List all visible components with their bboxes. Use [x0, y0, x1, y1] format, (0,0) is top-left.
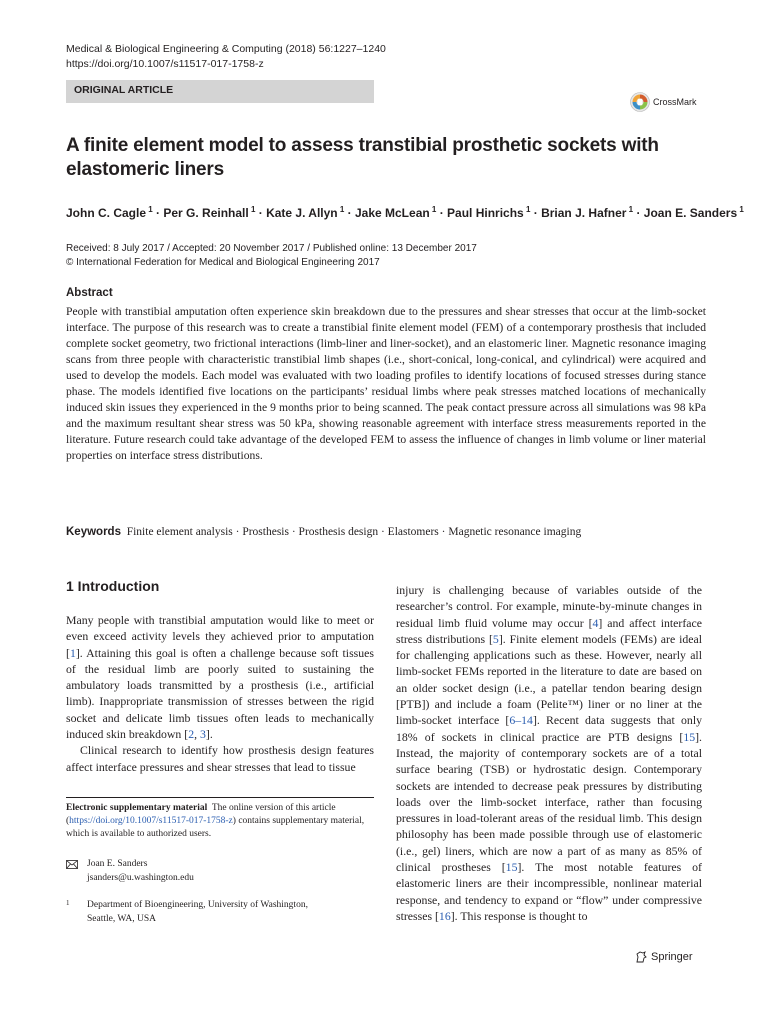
author-affiliation-mark: 1	[337, 205, 345, 214]
section-heading-introduction: 1 Introduction	[66, 578, 160, 594]
author-separator: ·	[255, 206, 267, 220]
author-affiliation-mark: 1	[429, 205, 437, 214]
author-separator: ·	[633, 206, 644, 220]
citation-link[interactable]: 6–14	[509, 713, 533, 728]
affiliation-text	[87, 898, 387, 926]
intro-paragraph-1: Many people with transtibial amputation would like to meet or even exceed activity levels they achieved prior to amputation [1]. Attaining this goal is often a challenge because soft tissues of the residual limb are poorly suited to sustaining the ambulatory loads transmitted by a prosthesis (i.e., artificial limb). Inappropriate transmission of stresses between the rigid socket and delicate limb tissues often leads to mechanically induced skin breakdown [2, 3].	[66, 613, 374, 742]
supplementary-link[interactable]: https://doi.org/10.1007/s11517-017-1758-z	[69, 816, 233, 826]
publisher-name: Springer	[651, 951, 693, 963]
journal-citation: Medical & Biological Engineering & Computing (2018) 56:1227–1240	[66, 43, 386, 55]
crossmark-icon	[630, 92, 650, 112]
article-type-badge: ORIGINAL ARTICLE	[66, 80, 374, 103]
author-name[interactable]: Paul Hinrichs $^1$	[447, 205, 531, 220]
author-name[interactable]: Joan E. Sanders $^1$	[643, 205, 744, 220]
copyright-text: International Federation for Medical and Biological Engineering 2017	[76, 257, 380, 268]
supplementary-text-a: The online version of this article (	[66, 803, 336, 826]
footnote-divider	[66, 797, 374, 798]
citation-link[interactable]: 1	[69, 645, 76, 660]
keywords	[66, 526, 581, 538]
citation-link[interactable]: 15	[683, 729, 696, 744]
publisher-logo	[634, 950, 693, 964]
intro-right-column	[396, 582, 702, 924]
envelope-icon	[66, 860, 78, 869]
article-title: A finite element model to assess transtibial prosthetic sockets with elastomeric liners	[66, 135, 659, 180]
supplementary-label: Electronic supplementary material	[66, 803, 208, 813]
intro-left-column	[66, 612, 374, 775]
author-affiliation-mark: 1	[523, 205, 531, 214]
abstract-text: People with transtibial amputation often experience skin breakdown due to the pressures and shear stresses that occur at the limb-socket interface. The purpose of this research was to create a transtibial finite element model (FEM) of a contemporary prosthesis that included complete socket geometry, two frictional interactions (limb-liner and liner-socket), and an elastomeric liner. Magnetic resonance imaging scans from three people with characteristic transtibial limb shapes (i.e., short-conical, long-conical, and cylindrical) were acquired and used to develop the models. Each model was evaluated with two loading profiles to identify locations of focused stresses during stance phase. The models identified five locations on the participants’ residual limbs where peak stresses matched locations of mechanically induced skin issues they experienced in the 9 months prior to being scanned. The peak contact pressure across all simulations was 98 kPa and the maximum resultant shear stress was 50 kPa, showing reasonable agreement with interface stress measurements reported in the literature. Future research could take advantage of the developed FEM to assess the influence of changes in limb volume or liner material properties on interface stress distributions.	[66, 305, 706, 462]
affiliation-line-2: Seattle, WA, USA	[87, 914, 156, 924]
copyright-icon: ©	[66, 257, 77, 268]
citation-link[interactable]: 5	[492, 631, 499, 646]
author-affiliation-mark: 1	[248, 205, 256, 214]
citation-link[interactable]: 15	[505, 860, 518, 875]
affiliation-number: 1	[66, 899, 70, 907]
crossmark-badge[interactable]	[630, 92, 697, 112]
dates-line: Received: 8 July 2017 / Accepted: 20 November 2017 / Published online: 13 December 2017	[66, 243, 477, 254]
intro-paragraph-2: Clinical research to identify how prosthesis design features affect interface pressures and shear stresses that lead to tissue	[66, 743, 374, 774]
author-name[interactable]: Jake McLean $^1$	[354, 205, 437, 220]
keywords-label: Keywords	[66, 526, 121, 538]
author-separator: ·	[344, 206, 355, 220]
doi-link[interactable]: https://doi.org/10.1007/s11517-017-1758-z	[66, 58, 264, 70]
publication-dates	[66, 242, 477, 270]
crossmark-label: CrossMark	[653, 97, 697, 107]
author-list	[66, 202, 744, 221]
keywords-text: Finite element analysis · Prosthesis · Prosthesis design · Elastomers · Magnetic resonance imaging	[126, 526, 582, 538]
author-name[interactable]: Brian J. Hafner $^1$	[541, 205, 634, 220]
springer-horse-icon	[634, 950, 648, 964]
author-affiliation-mark: 1	[146, 205, 153, 214]
affiliation-line-1: Department of Bioengineering, University of Washington,	[87, 900, 308, 910]
citation-link[interactable]: 2	[188, 727, 195, 742]
correspondence-name: Joan E. Sanders	[87, 859, 148, 869]
author-affiliation-mark: 1	[737, 205, 744, 214]
journal-header	[66, 42, 386, 72]
author-separator: ·	[436, 206, 448, 220]
author-affiliation-mark: 1	[626, 205, 634, 214]
citation-link[interactable]: 16	[438, 908, 451, 923]
citation-link[interactable]: 4	[592, 615, 599, 630]
abstract-heading: Abstract	[66, 287, 113, 299]
supplementary-note	[66, 802, 374, 841]
author-name[interactable]: Kate J. Allyn $^1$	[266, 205, 345, 220]
author-separator: ·	[530, 206, 542, 220]
citation-link[interactable]: 3	[200, 727, 206, 742]
intro-paragraph-continued: injury is challenging because of variables outside of the researcher’s control. For example, minute-by-minute changes in residual limb fluid volume may occur [4] and affect interface stress distributions [5]. Finite element models (FEMs) are ideal for challenging applications such as these. However, nearly all limb-socket FEMs reported in the literature to date are based on an older socket design (i.e., a patellar tendon bearing design [PTB]) and include a foam (Pelite™) liner or no liner at the limb-socket interface [6–14]. Recent data suggests that only 18% of sockets in clinical practice are PTB designs [15]. Instead, the majority of contemporary sockets are of a total surface bearing (TSB) or hydrostatic design. Contemporary sockets are intended to decrease peak pressures by distributing loads over the limb-socket interface, rather than focusing pressures in load-tolerant areas of the residual limb. This design philosophy has been made possible through use of elastomeric (i.e., gel) liners, which are now a part of as many as 85% of clinical prostheses [15]. The most notable features of elastomeric liners are their incompressible, nonlinear material response, and tendency to expand or “flow” under compressive stresses [16]. This response is thought to	[396, 583, 703, 923]
author-separator: ·	[152, 206, 164, 220]
correspondence-details	[87, 857, 194, 885]
author-name[interactable]: John C. Cagle $^1$	[66, 205, 153, 220]
author-name[interactable]: Per G. Reinhall $^1$	[163, 205, 256, 220]
correspondence-email[interactable]: jsanders@u.washington.edu	[87, 873, 194, 883]
copyright-line	[66, 256, 477, 270]
supplementary-text-b: ) contains supplementary material, which is available to authorized users.	[66, 816, 365, 839]
